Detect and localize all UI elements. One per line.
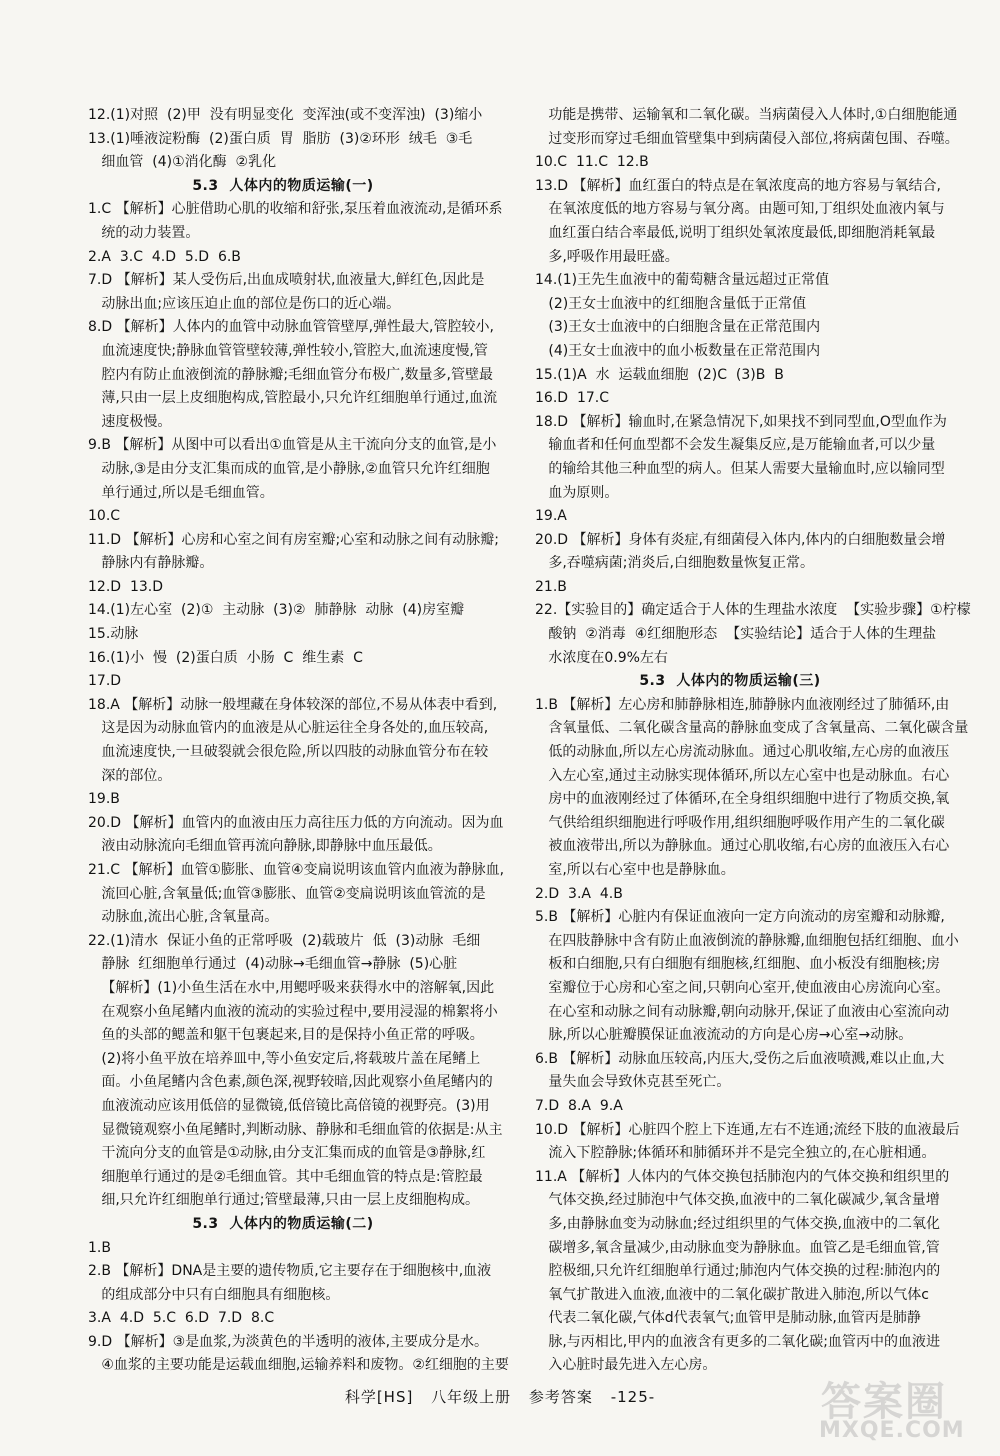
- answer-line: 7.D 【解析】某人受伤后,出血成喷射状,血液量大,鲜红色,因此是: [88, 272, 485, 289]
- answer-line: 动脉出血;应该压迫止血的部位是伤口的近心端。: [88, 295, 401, 312]
- answer-line: 房中的血液刚经过了体循环,在全身组织细胞中进行了物质交换,氧: [535, 791, 950, 808]
- answer-line: 18.A 【解析】动脉一般埋藏在身体较深的部位,不易从体表中看到,: [88, 696, 498, 713]
- answer-line: 10.C 11.C 12.B: [535, 154, 649, 171]
- answer-line: 代表二氧化碳,气体d代表氧气;血管甲是肺动脉,血管丙是肺静: [535, 1310, 921, 1327]
- answer-line: 22.【实验目的】确定适合于人体的生理盐水浓度 【实验步骤】①柠檬: [535, 602, 971, 619]
- answer-line: 室,所以右心室中也是静脉血。: [535, 862, 735, 878]
- answer-line: (2)将小鱼平放在培养皿中,等小鱼安定后,将载玻片盖在尾鳍上: [88, 1050, 481, 1067]
- answer-line: 低的动脉血,所以左心房流动脉血。通过心肌收缩,左心房的血液压: [535, 744, 950, 761]
- answer-line: 12.D 13.D: [88, 578, 163, 595]
- answer-line: 17.D: [88, 673, 122, 690]
- answer-line: 1.C 【解析】心脏借助心肌的收缩和舒张,泵压着血液流动,是循环系: [88, 201, 503, 218]
- answer-line: 5.B 【解析】心脏内有保证血液向一定方向流动的房室瓣和动脉瓣,: [535, 909, 945, 926]
- left-answer-column: [88, 104, 509, 1378]
- footer-grade: 八年级上册: [431, 1388, 512, 1406]
- answer-line: 20.D 【解析】血管内的血液由压力高往压力低的方向流动。因为血: [88, 814, 504, 831]
- answer-line: 功能是携带、运输氧和二氧化碳。当病菌侵入人体时,①白细胞能通: [535, 107, 958, 123]
- answer-line: 的输给其他三种血型的病人。但某人需要大量输血时,应以输同型: [535, 460, 945, 477]
- answer-line: 2.B 【解析】DNA是主要的遗传物质,它主要存在于细胞核中,血液: [88, 1263, 492, 1280]
- answer-line: 在心室和动脉之间有动脉瓣,朝向动脉开,保证了血液由心室流向动: [535, 1003, 950, 1020]
- answer-line: 11.D 【解析】心房和心室之间有房室瓣;心室和动脉之间有动脉瓣;: [88, 531, 499, 548]
- answer-line: 16.D 17.C: [535, 390, 609, 407]
- answer-line: 单行通过,所以是毛细血管。: [88, 484, 274, 501]
- answer-line: 6.B 【解析】动脉血压较高,内压大,受伤之后血液喷溅,难以止血,大: [535, 1050, 945, 1067]
- answer-line: 在氧浓度低的地方容易与氧分离。由题可知,丁组织处血液内氧与: [535, 201, 945, 218]
- answer-line: 脉,所以心脏瓣膜保证血液流动的方向是心房→心室→动脉。: [535, 1027, 913, 1044]
- answer-line: 3.A 4.D 5.C 6.D 7.D 8.C: [88, 1310, 275, 1327]
- answer-line: 动脉,③是由分支汇集而成的血管,是小静脉,②血管只允许红细胞: [88, 460, 490, 477]
- answer-line: (4)王女士血液中的血小板数量在正常范围内: [535, 342, 821, 359]
- answer-line: 血为原则。: [535, 484, 619, 501]
- answer-line: 酸钠 ②消毒 ④红细胞形态 【实验结论】适合于人体的生理盐: [535, 626, 937, 643]
- answer-line: 15.(1)A 水 运载血细胞 (2)C (3)B B: [535, 366, 784, 383]
- answer-line: 7.D 8.A 9.A: [535, 1097, 623, 1114]
- answer-line: 流回心脏,含氧量低;血管③膨胀、血管②变扁说明该血管流的是: [88, 885, 486, 902]
- watermark-text: 答案圈: [821, 1379, 947, 1425]
- answer-line: 13.(1)唾液淀粉酶 (2)蛋白质 胃 脂肪 (3)②环形 绒毛 ③毛: [88, 130, 473, 147]
- answer-line: 14.(1)左心室 (2)① 主动脉 (3)② 肺静脉 动脉 (4)房室瓣: [88, 602, 465, 619]
- answer-line: 这是因为动脉血管内的血液是从心脏运往全身各处的,血压较高,: [88, 720, 489, 737]
- answer-line: 18.D 【解析】输血时,在紧急情况下,如果找不到同型血,O型血作为: [535, 413, 947, 430]
- answer-line: 9.B 【解析】从图中可以看出①血管是从主干流向分支的血管,是小: [88, 437, 497, 454]
- answer-line: 面。小鱼尾鳍内含色素,颜色深,视野较暗,因此观察小鱼尾鳍内的: [88, 1074, 493, 1091]
- answer-line: 8.D 【解析】人体内的血管中动脉血管管壁厚,弹性最大,管腔较小,: [88, 319, 494, 336]
- answer-line: 速度极慢。: [88, 413, 172, 430]
- answer-line: 2.D 3.A 4.B: [535, 885, 623, 902]
- answer-line: 的组成部分中只有白细胞具有细胞核。: [88, 1286, 340, 1303]
- answer-line: 过变形而穿过毛细血管壁集中到病菌侵入部位,将病菌包围、吞噬。: [535, 130, 959, 147]
- answer-line: 多,吞噬病菌;消炎后,白细胞数量恢复正常。: [535, 555, 814, 572]
- answer-line: 腔内有防止血液倒流的静脉瓣;毛细血管分布极广,数量多,管壁最: [88, 366, 493, 383]
- watermark-logo: [815, 1368, 980, 1448]
- answer-line: 10.C: [88, 508, 121, 525]
- answer-line: 气供给组织细胞进行呼吸作用,组织细胞呼吸作用产生的二氧化碳: [535, 814, 945, 831]
- answer-line: 腔极细,只允许红细胞单行通过;肺泡内气体交换的过程:肺泡内的: [535, 1263, 941, 1280]
- answer-line: 室瓣位于心房和心室之间,只朝向心室开,使血液由心房流向心室。: [535, 979, 950, 996]
- answer-line: 量失血会导致休克甚至死亡。: [535, 1074, 731, 1091]
- right-answer-column: [535, 104, 971, 1378]
- answer-line: 在四肢静脉中含有防止血液倒流的静脉瓣,血细胞包括红细胞、血小: [535, 932, 959, 949]
- answer-line: 10.D 【解析】心脏四个腔上下连通,左右不连通;流经下肢的血液最后: [535, 1121, 960, 1138]
- answer-line: 血红蛋白结合率最低,说明丁组织处氧浓度最低,即细胞消耗氧最: [535, 224, 936, 241]
- answer-line: 氧气扩散进入血液,血液中的二氧化碳扩散进入肺泡,所以气体c: [535, 1286, 929, 1303]
- answer-line: 输血者和任何血型都不会发生凝集反应,是万能输血者,可以少量: [535, 437, 936, 454]
- answer-line: 板和白细胞,只有白细胞有细胞核,红细胞、血小板没有细胞核;房: [535, 956, 940, 973]
- answer-line: ④血浆的主要功能是运载血细胞,运输养料和废物。②红细胞的主要: [88, 1357, 509, 1374]
- answer-line: 14.(1)王先生血液中的葡萄糖含量远超过正常值: [535, 272, 830, 289]
- answer-line: 鱼的头部的鳃盖和躯干包裹起来,目的是保持小鱼正常的呼吸。: [88, 1027, 484, 1044]
- answer-line: 多,呼吸作用最旺盛。: [535, 248, 679, 265]
- answer-line: 入左心室,通过主动脉实现体循环,所以左心室中也是动脉血。右心: [535, 767, 950, 784]
- answer-line: 2.A 3.C 4.D 5.D 6.B: [88, 248, 241, 265]
- answer-line: 细胞单行通过的是②毛细血管。其中毛细血管的特点是:管腔最: [88, 1168, 483, 1185]
- answer-line: 11.A 【解析】人体内的气体交换包括肺泡内的气体交换和组织里的: [535, 1168, 950, 1185]
- answer-line: 气体交换,经过肺泡中气体交换,血液中的二氧化碳减少,氧含量增: [535, 1192, 940, 1209]
- answer-line: 15.动脉: [88, 626, 139, 643]
- answer-line: 液由动脉流向毛细血管再流向静脉,即静脉中血压最低。: [88, 838, 442, 855]
- section-heading: 5.3 人体内的物质运输(二): [192, 1215, 374, 1232]
- answer-line: 静脉 红细胞单行通过 (4)动脉→毛细血管→静脉 (5)心脏: [88, 956, 458, 973]
- answer-line: 20.D 【解析】身体有炎症,有细菌侵入体内,体内的白细胞数量会增: [535, 531, 946, 548]
- answer-line: 显微镜观察小鱼尾鳍时,判断动脉、静脉和毛细血管的依据是:从主: [88, 1121, 503, 1138]
- answer-line: 统的动力装置。: [88, 224, 200, 241]
- answer-line: 22.(1)清水 保证小鱼的正常呼吸 (2)载玻片 低 (3)动脉 毛细: [88, 932, 481, 949]
- answer-line: 入心脏时最先进入左心房。: [535, 1357, 717, 1374]
- answer-line: 【解析】(1)小鱼生活在水中,用鳃呼吸来获得水中的溶解氧,因此: [88, 979, 495, 996]
- answer-line: 动脉血,流出心脏,含氧量高。: [88, 909, 279, 926]
- answer-line: 1.B 【解析】左心房和肺静脉相连,肺静脉内血液刚经过了肺循环,由: [535, 696, 950, 713]
- answer-line: 1.B: [88, 1239, 111, 1256]
- answer-line: 12.(1)对照 (2)甲 没有明显变化 变浑浊(或不变浑浊) (3)缩小: [88, 107, 483, 123]
- section-heading: 5.3 人体内的物质运输(三): [639, 673, 821, 690]
- answer-line: 深的部位。: [88, 767, 172, 784]
- answer-line: 血流速度快,一旦破裂就会很危险,所以四肢的动脉血管分布在较: [88, 744, 489, 761]
- watermark-url: MXQE.COM: [819, 1418, 965, 1443]
- answer-line: 干流向分支的血管是①动脉,由分支汇集而成的血管是③静脉,红: [88, 1145, 486, 1162]
- answer-line: 多,由静脉血变为动脉血;经过组织里的气体交换,血液中的二氧化: [535, 1215, 940, 1232]
- answer-line: 细血管 (4)①消化酶 ②乳化: [88, 154, 277, 171]
- answer-line: 流入下腔静脉;体循环和肺循环并不是完全独立的,在心脏相通。: [535, 1145, 936, 1162]
- answer-line: 9.D 【解析】③是血浆,为淡黄色的半透明的液体,主要成分是水。: [88, 1333, 489, 1350]
- answer-line: (2)王女士血液中的红细胞含量低于正常值: [535, 295, 807, 312]
- answer-line: 含氧量低、二氧化碳含量高的静脉血变成了含氧量高、二氧化碳含量: [535, 720, 969, 737]
- footer-page-number: -125-: [610, 1388, 656, 1406]
- answer-line: 在观察小鱼尾鳍内血液的流动的实验过程中,要用浸湿的棉絮将小: [88, 1003, 498, 1020]
- answer-line: 19.A: [535, 508, 567, 525]
- answer-line: 21.C 【解析】血管①膨胀、血管④变扁说明该血管内血液为静脉血,: [88, 862, 505, 878]
- answer-line: 16.(1)小 慢 (2)蛋白质 小肠 C 维生素 C: [88, 649, 363, 666]
- answer-line: (3)王女士血液中的白细胞含量在正常范围内: [535, 319, 821, 336]
- answer-line: 细,只允许红细胞单行通过;管壁最薄,只由一层上皮细胞构成。: [88, 1192, 479, 1209]
- answer-line: 血液流动应该用低倍的显微镜,低倍镜比高倍镜的视野亮。(3)用: [88, 1097, 490, 1114]
- answer-line: 脉,与丙相比,甲内的血液含有更多的二氧化碳;血管丙中的血液进: [535, 1333, 940, 1350]
- section-heading: 5.3 人体内的物质运输(一): [192, 177, 374, 194]
- answer-line: 薄,只由一层上皮细胞构成,管腔最小,只允许红细胞单行通过,血流: [88, 390, 498, 407]
- answer-line: 碳增多,氧含量减少,由动脉血变为静脉血。血管乙是毛细血管,管: [535, 1239, 940, 1256]
- footer-label: 参考答案: [528, 1388, 593, 1406]
- answer-line: 静脉内有静脉瓣。: [88, 555, 214, 572]
- footer-subject: 科学[HS]: [344, 1388, 414, 1406]
- answer-line: 19.B: [88, 791, 120, 808]
- answer-line: 13.D 【解析】血红蛋白的特点是在氧浓度高的地方容易与氧结合,: [535, 177, 941, 194]
- answer-line: 水浓度在0.9%左右: [535, 649, 668, 666]
- answer-line: 血流速度快;静脉血管管壁较薄,弹性较小,管腔大,血流速度慢,管: [88, 342, 488, 359]
- answer-line: 21.B: [535, 578, 567, 595]
- answer-line: 被血液带出,所以为静脉血。通过心肌收缩,右心房的血液压入右心: [535, 838, 950, 855]
